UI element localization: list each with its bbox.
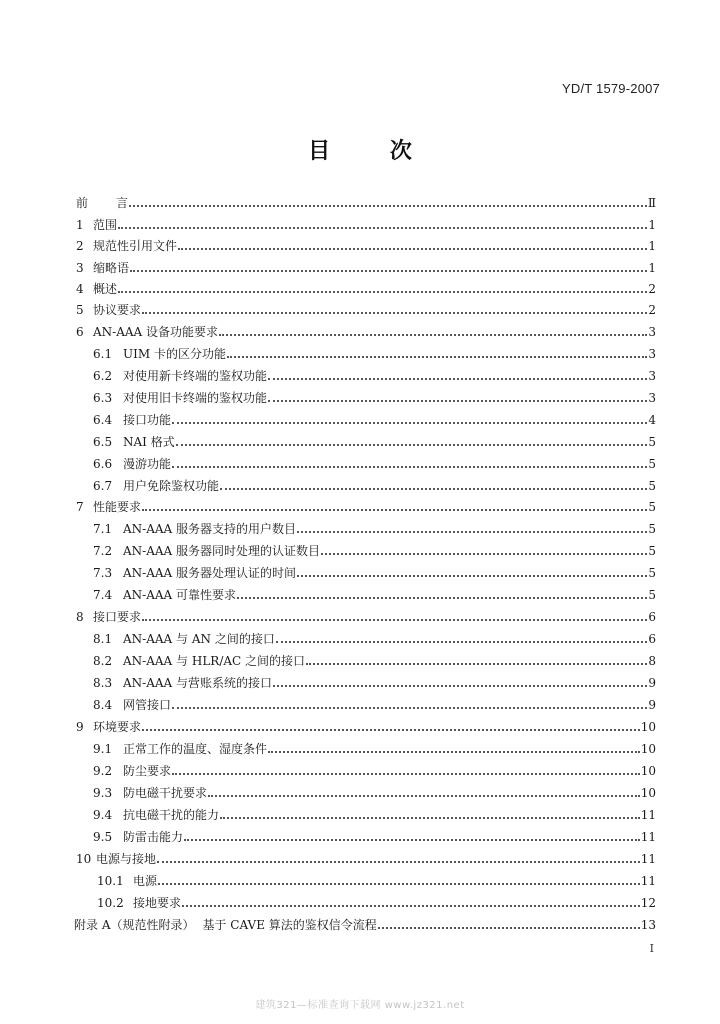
toc-leader [142, 729, 640, 731]
toc-entry[interactable] [0, 692, 720, 712]
toc-number: 2 [76, 239, 84, 253]
toc-page: 11 [640, 830, 656, 844]
toc-entry[interactable] [0, 890, 720, 910]
toc-page: 11 [640, 852, 656, 866]
toc-number: 6.3 [93, 391, 113, 405]
toc-leader [118, 291, 647, 293]
toc-leader [157, 861, 640, 863]
toc-number: 7.2 [93, 544, 113, 558]
toc-title: 对使用旧卡终端的鉴权功能 [123, 391, 268, 405]
toc-entry[interactable] [0, 494, 720, 514]
toc-leader [208, 795, 640, 797]
toc-page: 4 [648, 413, 656, 427]
toc-leader [268, 400, 647, 402]
toc-leader [172, 422, 647, 424]
toc-title: AN-AAA 服务器处理认证的时间 [123, 566, 297, 580]
toc-page: 5 [648, 435, 656, 449]
toc-title: AN-AAA 设备功能要求 [93, 325, 219, 339]
toc-page: 6 [648, 632, 656, 646]
toc-number: 9.2 [93, 764, 113, 778]
toc-title: 基于 CAVE 算法的鉴权信令流程 [202, 918, 377, 932]
toc-page: 5 [648, 588, 656, 602]
toc-entry[interactable] [0, 319, 720, 339]
toc-title: 电源 [133, 874, 158, 888]
toc-entry[interactable] [0, 451, 720, 471]
toc-title: 接口功能 [123, 413, 172, 427]
toc-page: 12 [640, 896, 656, 910]
toc-number: 10 [76, 852, 92, 866]
toc-number: 9.1 [93, 742, 113, 756]
toc-number: 6.6 [93, 457, 113, 471]
toc-page: 10 [640, 764, 656, 778]
toc-page: 9 [648, 676, 656, 690]
toc-title: AN-AAA 与 HLR/AC 之间的接口 [123, 654, 306, 668]
toc-title: 接口要求 [93, 610, 142, 624]
toc-entry[interactable] [0, 538, 720, 558]
toc-page: 5 [648, 566, 656, 580]
toc-title: 抗电磁干扰的能力 [123, 808, 220, 822]
toc-page: 5 [648, 500, 656, 514]
toc-page: 11 [640, 808, 656, 822]
toc-number: 7 [76, 500, 84, 514]
toc-leader [172, 707, 647, 709]
toc-leader [378, 927, 640, 929]
toc-leader [268, 378, 647, 380]
toc-title: 接地要求 [133, 896, 182, 910]
toc-leader [182, 905, 640, 907]
toc-entry[interactable] [0, 363, 720, 383]
toc-entry[interactable] [0, 255, 720, 275]
toc-title: 漫游功能 [123, 457, 172, 471]
toc-title: 缩略语 [93, 261, 130, 275]
toc-entry[interactable] [0, 212, 720, 232]
toc-entry[interactable] [0, 626, 720, 646]
toc-page: 13 [640, 918, 656, 932]
toc-page: 5 [648, 479, 656, 493]
watermark-text: 建筑321—标准查询下载网 www.jz321.net [255, 1000, 465, 1011]
toc-leader [219, 334, 647, 336]
toc-number: 9 [76, 720, 84, 734]
toc-number: 前 [76, 196, 89, 210]
toc-number: 4 [76, 282, 84, 296]
toc-number: 9.3 [93, 786, 113, 800]
toc-number: 8.1 [93, 632, 113, 646]
toc-entry[interactable] [0, 846, 720, 866]
toc-leader [130, 270, 647, 272]
footer-page-number: I [649, 942, 654, 955]
toc-title: 范围 [93, 218, 118, 232]
toc-page: 1 [648, 218, 656, 232]
toc-entry[interactable] [0, 714, 720, 734]
toc-entry[interactable] [0, 560, 720, 580]
toc-leader [220, 817, 640, 819]
toc-entry[interactable] [0, 868, 720, 888]
toc-title: 防雷击能力 [123, 830, 184, 844]
toc-title: UIM 卡的区分功能 [123, 347, 226, 361]
toc-number: 8.2 [93, 654, 113, 668]
toc-number: 8 [76, 610, 84, 624]
toc-page: 9 [648, 698, 656, 712]
toc-entry[interactable] [0, 407, 720, 427]
toc-entry[interactable] [0, 736, 720, 756]
toc-page: Ⅱ [647, 196, 656, 210]
toc-page: 10 [640, 720, 656, 734]
toc-number: 10.1 [97, 874, 124, 888]
toc-leader [297, 575, 647, 577]
toc-leader [158, 883, 640, 885]
toc-leader [176, 444, 648, 446]
toc-entry-foreword[interactable] [0, 190, 720, 210]
toc-page: 10 [640, 742, 656, 756]
toc-entry[interactable] [0, 780, 720, 800]
toc-title: NAI 格式 [123, 435, 175, 449]
page-title: 目 次 [308, 138, 438, 164]
toc-page: 1 [648, 261, 656, 275]
toc-entry[interactable] [0, 648, 720, 668]
toc-title: 概述 [93, 282, 118, 296]
toc-number: 5 [76, 303, 84, 317]
toc-title: AN-AAA 与 AN 之间的接口 [123, 632, 275, 646]
toc-page: 3 [648, 391, 656, 405]
toc-leader [142, 509, 647, 511]
toc-leader [142, 619, 647, 621]
toc-title: 言 [116, 196, 129, 210]
toc-title: 对使用新卡终端的鉴权功能 [123, 369, 268, 383]
toc-number: 10.2 [97, 896, 124, 910]
toc-page: 3 [648, 325, 656, 339]
toc-title: 网管接口 [123, 698, 172, 712]
toc-page: 2 [648, 303, 656, 317]
toc-leader [321, 553, 647, 555]
toc-leader [268, 751, 640, 753]
toc-title: 用户免除鉴权功能 [123, 479, 220, 493]
toc-page: 5 [648, 522, 656, 536]
toc-entry[interactable] [0, 758, 720, 778]
toc-title: 规范性引用文件 [93, 239, 178, 253]
toc-leader [276, 641, 648, 643]
toc-title: 性能要求 [93, 500, 142, 514]
toc-entry[interactable] [0, 670, 720, 690]
toc-entry-appendix-a[interactable] [0, 912, 720, 932]
toc-page: 3 [648, 369, 656, 383]
toc-number: 6.1 [93, 347, 113, 361]
header-doc-code: YD/T 1579-2007 [562, 81, 660, 96]
toc-leader [172, 466, 647, 468]
toc-page: 8 [648, 654, 656, 668]
toc-title: 正常工作的温度、湿度条件 [123, 742, 268, 756]
toc-title: AN-AAA 与营账系统的接口 [123, 676, 273, 690]
toc-number: 7.1 [93, 522, 113, 536]
toc-leader [220, 488, 647, 490]
toc-title: 防尘要求 [123, 764, 172, 778]
toc-leader [306, 663, 647, 665]
toc-entry[interactable] [0, 824, 720, 844]
toc-number: 7.4 [93, 588, 113, 602]
toc-page: 5 [648, 457, 656, 471]
toc-number: 9.4 [93, 808, 113, 822]
toc-leader [184, 839, 640, 841]
toc-entry[interactable] [0, 341, 720, 361]
toc-page: 11 [640, 874, 656, 888]
toc-number: 6.4 [93, 413, 113, 427]
toc-number: 1 [76, 218, 84, 232]
toc-entry[interactable] [0, 473, 720, 493]
toc-entry[interactable] [0, 297, 720, 317]
toc-number: 6.2 [93, 369, 113, 383]
toc-number: 8.3 [93, 676, 113, 690]
toc-entry[interactable] [0, 802, 720, 822]
toc-page: 6 [648, 610, 656, 624]
toc-leader [237, 597, 647, 599]
toc-number: 6.5 [93, 435, 113, 449]
toc-number: 附录 A（规范性附录） [74, 918, 195, 932]
toc-title: 协议要求 [93, 303, 142, 317]
toc-leader [297, 531, 647, 533]
toc-leader [172, 773, 640, 775]
toc-title: AN-AAA 服务器支持的用户数目 [123, 522, 297, 536]
toc-page: 3 [648, 347, 656, 361]
toc-entry[interactable] [0, 276, 720, 296]
toc-title: AN-AAA 服务器同时处理的认证数目 [123, 544, 321, 558]
toc-page: 10 [640, 786, 656, 800]
toc-leader [129, 205, 647, 207]
toc-leader [178, 248, 647, 250]
toc-leader [273, 685, 647, 687]
toc-number: 6.7 [93, 479, 113, 493]
toc-entry[interactable] [0, 429, 720, 449]
toc-page: 5 [648, 544, 656, 558]
toc-entry[interactable] [0, 385, 720, 405]
toc-page: 1 [648, 239, 656, 253]
toc-title: 环境要求 [93, 720, 142, 734]
toc-entry[interactable] [0, 516, 720, 536]
toc-entry[interactable] [0, 604, 720, 624]
toc-entry[interactable] [0, 582, 720, 602]
toc-leader [118, 227, 647, 229]
toc-number: 6 [76, 325, 84, 339]
toc-title: 防电磁干扰要求 [123, 786, 208, 800]
toc-entry[interactable] [0, 233, 720, 253]
toc-number: 8.4 [93, 698, 113, 712]
toc-number: 7.3 [93, 566, 113, 580]
toc-title: 电源与接地 [96, 852, 157, 866]
toc-number: 9.5 [93, 830, 113, 844]
toc-page: 2 [648, 282, 656, 296]
toc-number: 3 [76, 261, 84, 275]
toc-leader [227, 356, 647, 358]
toc-title: AN-AAA 可靠性要求 [123, 588, 237, 602]
toc-leader [142, 312, 647, 314]
